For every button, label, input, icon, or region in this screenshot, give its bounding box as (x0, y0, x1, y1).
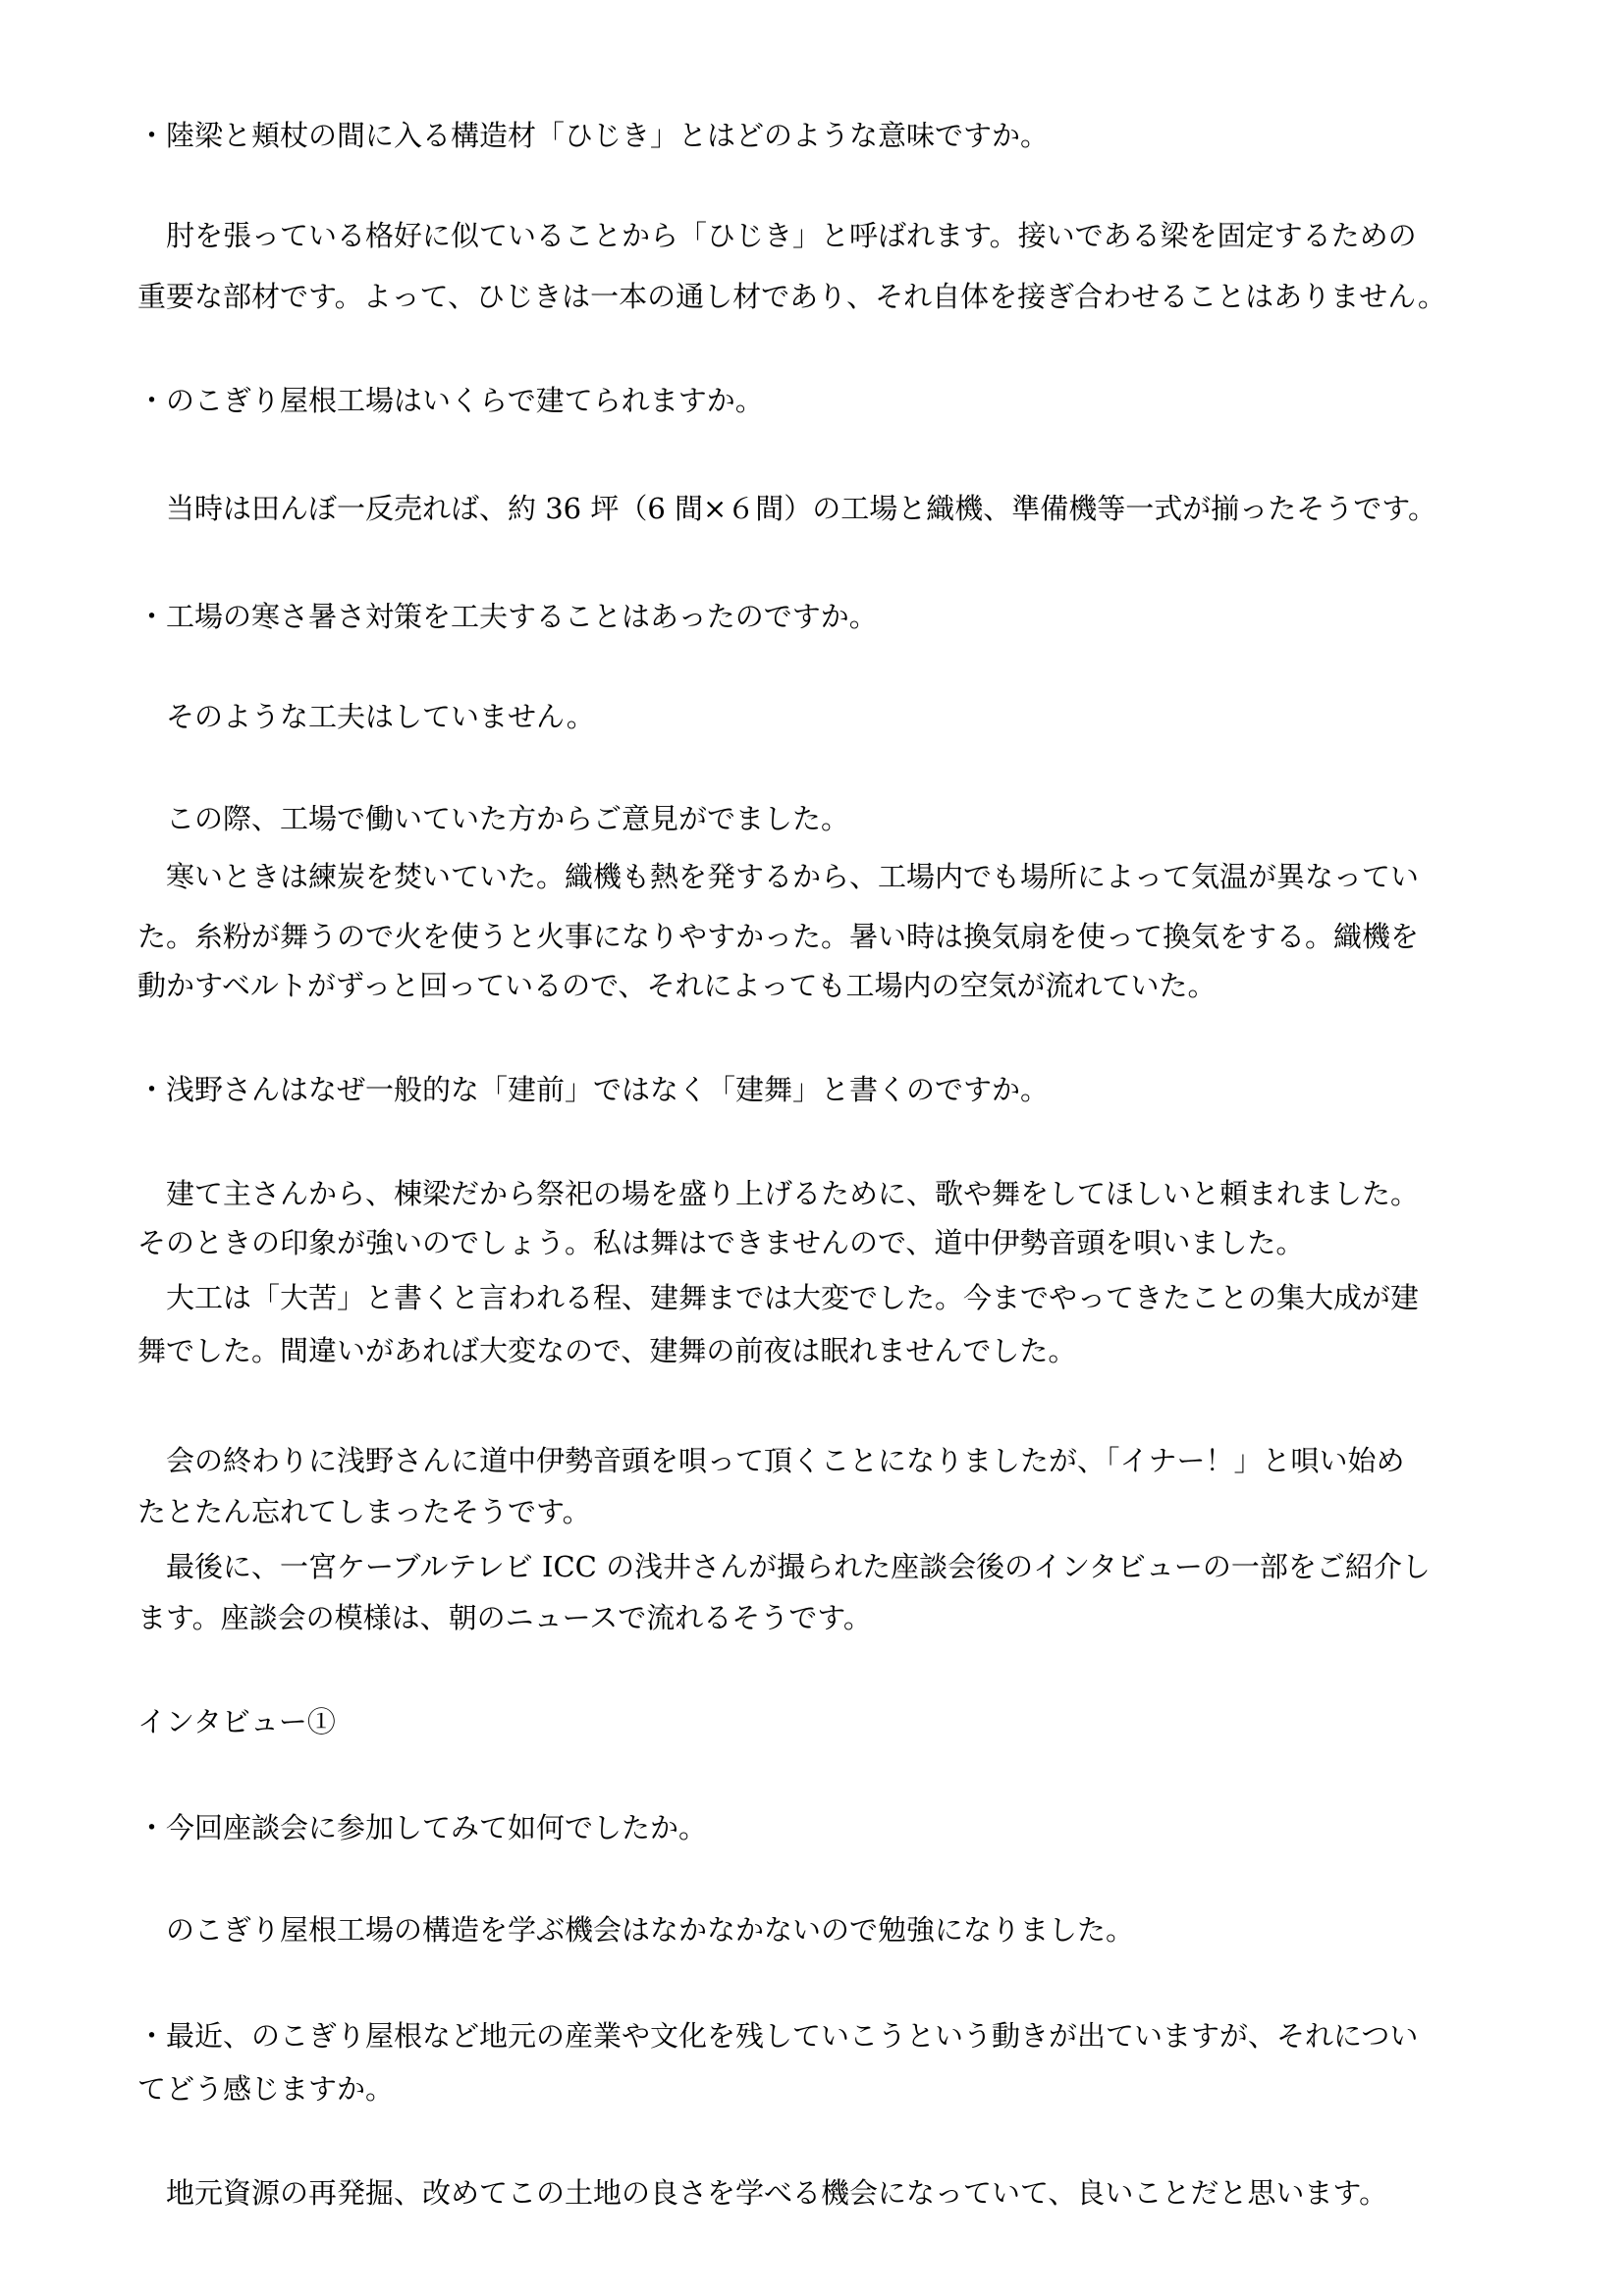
answer-hijiki-line-2: 重要な部材です。よって、ひじきは一本の通し材であり、それ自体を接ぎ合わせることはありません。 (137, 280, 1446, 313)
worker-opinion-line-2: た。糸粉が舞うので火を使うと火事になりやすかった。暑い時は換気扇を使って換気をする。織機を (137, 920, 1420, 953)
answer-temperature: そのような工夫はしていません。 (137, 700, 595, 733)
interview-answer-2: 地元資源の再発掘、改めてこの土地の良さを学べる機会になっていて、良いことだと思います。 (137, 2176, 1388, 2210)
closing-line-2: たとたん忘れてしまったそうです。 (137, 1495, 591, 1528)
answer-cost: 当時は田んぼ一反売れば、約 36 坪（6 間×６間）の工場と織機、準備機等一式が揃ったそうです。 (137, 492, 1436, 525)
question-tatemai: ・浅野さんはなぜ一般的な「建前」ではなく「建舞」と書くのですか。 (137, 1073, 1050, 1106)
interview-question-1: ・今回座談会に参加してみて如何でしたか。 (137, 1811, 708, 1844)
closing-line-1: 会の終わりに浅野さんに道中伊勢音頭を唄って頂くことになりましたが、「イナー！」と唄い始め (137, 1444, 1405, 1477)
interview-heading: インタビュー① (137, 1705, 336, 1738)
document-page (137, 0, 1508, 2296)
answer-tatemai-line-1: 建て主さんから、棟梁だから祭祀の場を盛り上げるために、歌や舞をしてほしいと頼まれました。 (137, 1177, 1420, 1210)
closing-line-4: ます。座談会の模様は、朝のニュースで流れるそうです。 (137, 1601, 872, 1634)
answer-tatemai-line-2: そのときの印象が強いのでしょう。私は舞はできませんので、道中伊勢音頭を唄いました。 (137, 1226, 1305, 1259)
worker-opinion-intro: この際、工場で働いていた方からご意見がでました。 (137, 802, 850, 835)
interview-answer-1: のこぎり屋根工場の構造を学ぶ機会はなかなかないので勉強になりました。 (137, 1913, 1135, 1947)
question-cost: ・のこぎり屋根工場はいくらで建てられますか。 (137, 384, 764, 417)
question-temperature: ・工場の寒さ暑さ対策を工夫することはあったのですか。 (137, 600, 878, 633)
answer-tatemai-line-4: 舞でした。間違いがあれば大変なので、建舞の前夜は眠れませんでした。 (137, 1334, 1077, 1367)
worker-opinion-line-1: 寒いときは練炭を焚いていた。織機も熱を発するから、工場内でも場所によって気温が異なってい (137, 860, 1420, 893)
answer-tatemai-line-3: 大工は「大苦」と書くと言われる程、建舞までは大変でした。今までやってきたことの集大成が建 (137, 1281, 1420, 1314)
interview-question-2-line-1: ・最近、のこぎり屋根など地元の産業や文化を残していこうという動きが出ていますが、それについ (137, 2019, 1419, 2053)
answer-hijiki-line-1: 肘を張っている格好に似ていることから「ひじき」と呼ばれます。接いである梁を固定するための (137, 219, 1417, 252)
closing-line-3: 最後に、一宮ケーブルテレビ ICC の浅井さんが撮られた座談会後のインタビューの一部をご紹介し (137, 1550, 1431, 1583)
question-hijiki: ・陸梁と頬杖の間に入る構造材「ひじき」とはどのような意味ですか。 (137, 119, 1050, 152)
interview-question-2-line-2: てどう感じますか。 (137, 2072, 395, 2106)
worker-opinion-line-3: 動かすベルトがずっと回っているので、それによっても工場内の空気が流れていた。 (137, 969, 1217, 1002)
